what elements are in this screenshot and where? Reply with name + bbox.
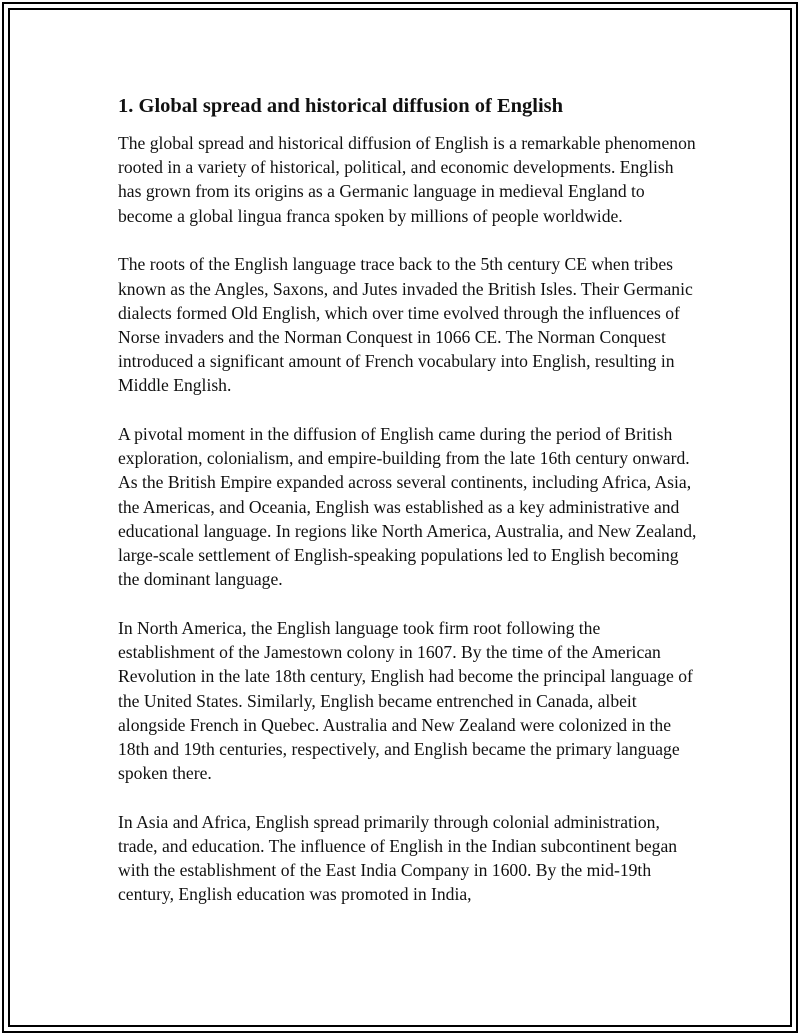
- paragraph-colonialism: A pivotal moment in the diffusion of English came during the period of British exploration, colonialism, and empire-building from the late 16th century onward. As the British Empire expanded across several continents, including Africa, Asia, the Americas, and Oceania, English was established as a key administrative and educational language. In regions like North America, Australia, and New Zealand, large-scale settlement of English-speaking populations led to English becoming the dominant language.: [118, 424, 697, 590]
- paragraph-north-america: In North America, the English language took firm root following the establishment of the Jamestown colony in 1607. By the time of the American Revolution in the late 18th century, English had become the principal language of the United States. Similarly, English became entrenched in Canada, albeit alongside French in Quebec. Australia and New Zealand were colonized in the 18th and 19th centuries, respectively, and English became the primary language spoken there.: [118, 617, 693, 784]
- section-heading: 1. Global spread and historical diffusion of English: [118, 95, 564, 117]
- document-body: [118, 93, 698, 931]
- paragraph-intro: The global spread and historical diffusion of English is a remarkable phenomenon rooted in a variety of historical, political, and economic developments. English has grown from its origins as a Germanic language in medieval England to become a global lingua franca spoken by millions of people worldwide.: [118, 133, 696, 226]
- paragraph-asia-africa: In Asia and Africa, English spread primarily through colonial administration, trade, and education. The influence of English in the Indian subcontinent began with the establishment of the East India Company in 1600. By the mid-19th century, English education was promoted in India,: [118, 811, 678, 905]
- paragraph-roots: The roots of the English language trace back to the 5th century CE when tribes known as the Angles, Saxons, and Jutes invaded the British Isles. Their Germanic dialects formed Old English, which over time evolved through the influences of Norse invaders and the Norman Conquest in 1066 CE. The Norman Conquest introduced a significant amount of French vocabulary into English, resulting in Middle English.: [118, 254, 693, 396]
